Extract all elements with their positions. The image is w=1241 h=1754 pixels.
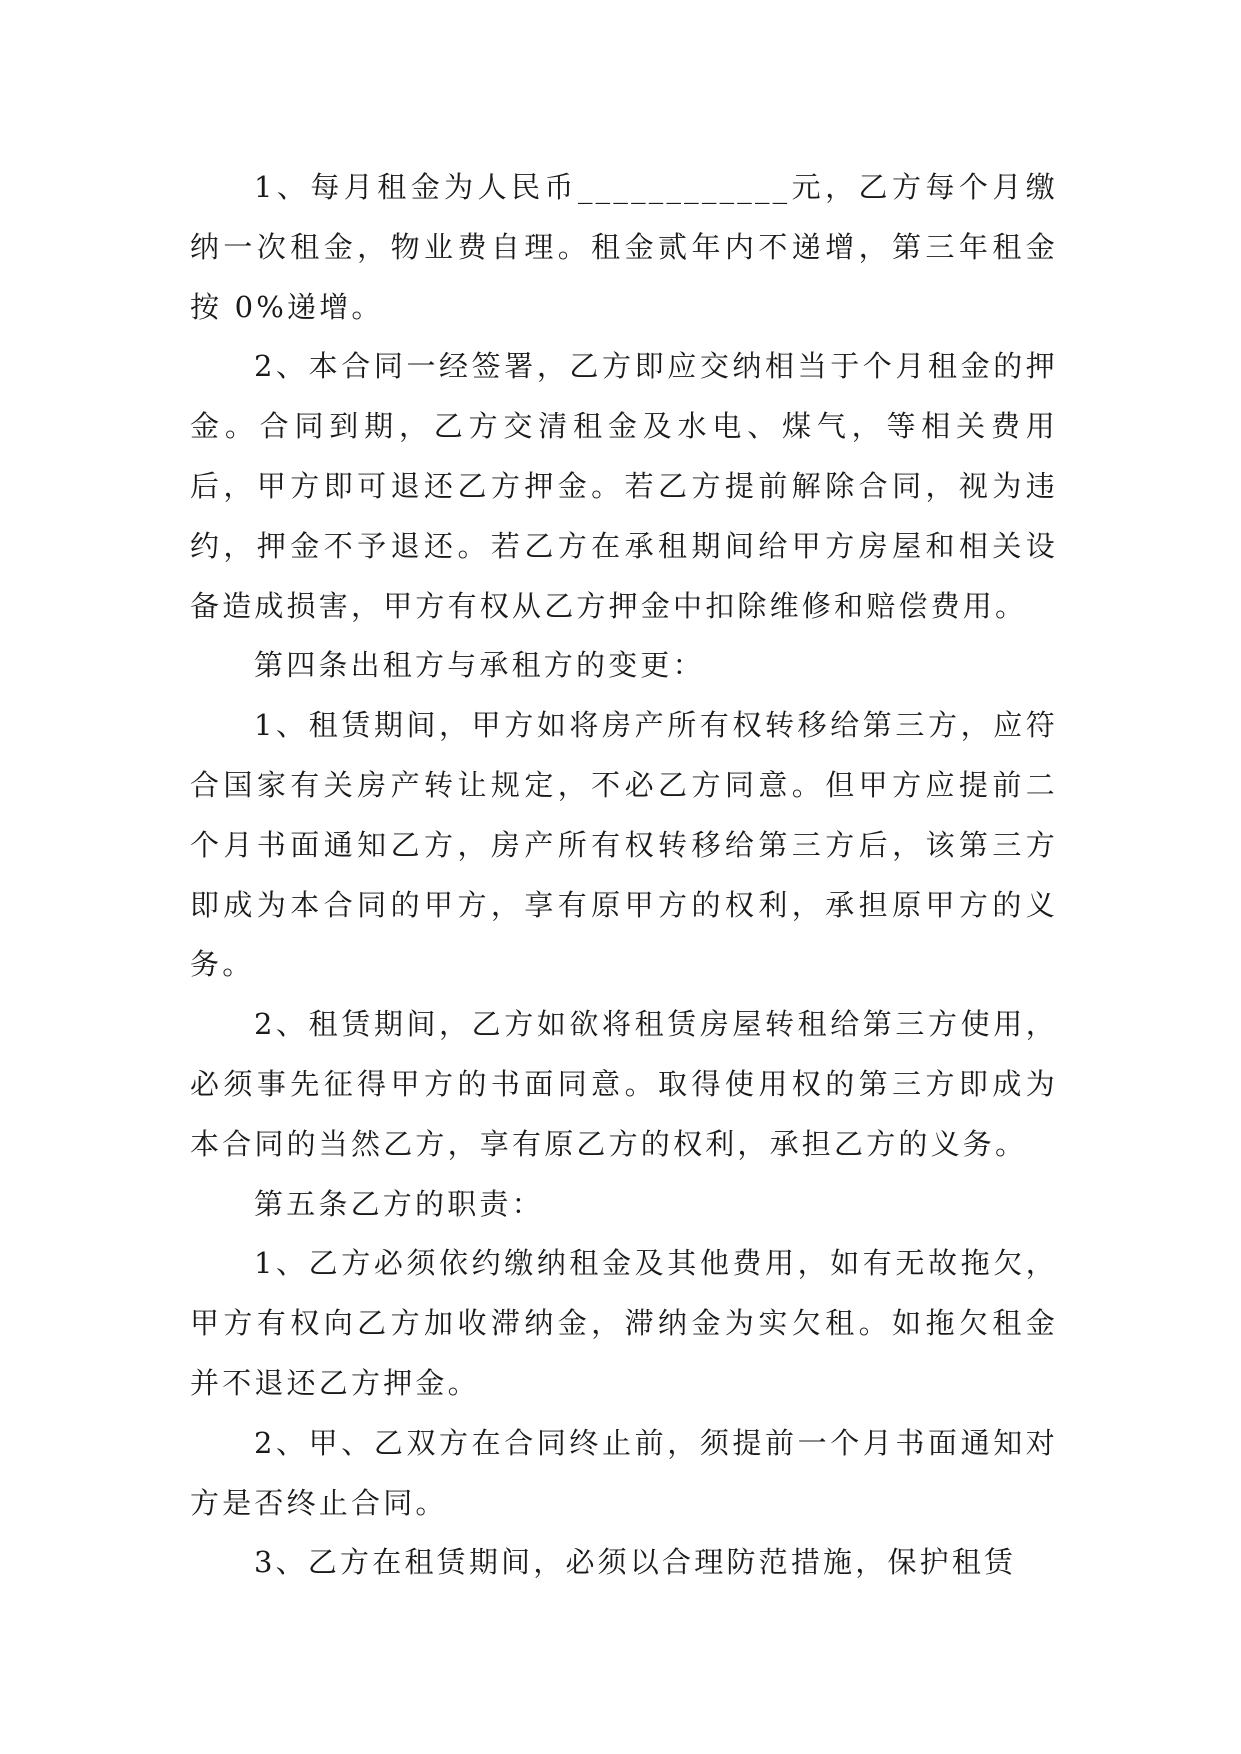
- paragraph-protection-duty: 3、乙方在租赁期间，必须以合理防范措施，保护租赁: [254, 1545, 1017, 1580]
- paragraph-ownership-transfer: 1、租赁期间，甲方如将房产所有权转移给第三方，应符合国家有关房产转让规定，不必乙方同意。但甲方应提前二个月书面通知乙方，房产所有权转移给第三方后，该第三方即成为本合同的甲方，享有原甲方的权利，承担原甲方的义务。: [190, 708, 1058, 982]
- paragraph-termination-notice: 2、甲、乙双方在合同终止前，须提前一个月书面通知对方是否终止合同。: [190, 1425, 1058, 1520]
- paragraph-sublease: 2、租赁期间，乙方如欲将租赁房屋转租给第三方使用，必须事先征得甲方的书面同意。取得使用权的第三方即成为本合同的当然乙方，享有原乙方的权利，承担乙方的义务。: [190, 1007, 1058, 1161]
- section-heading-article-4: 第四条出租方与承租方的变更：: [254, 648, 705, 683]
- paragraph-deposit: 2、本合同一经签署，乙方即应交纳相当于个月租金的押金。合同到期，乙方交清租金及水电、煤气，等相关费用后，甲方即可退还乙方押金。若乙方提前解除合同，视为违约，押金不予退还。若乙方在承租期间给甲方房屋和相关设备造成损害，甲方有权从乙方押金中扣除维修和赔偿费用。: [190, 349, 1058, 623]
- paragraph-payment-duty: 1、乙方必须依约缴纳租金及其他费用，如有无故拖欠，甲方有权向乙方加收滞纳金，滞纳金为实欠租。如拖欠租金并不退还乙方押金。: [190, 1246, 1058, 1400]
- section-heading-article-5: 第五条乙方的职责：: [254, 1186, 544, 1221]
- paragraph-rent-amount: 1、每月租金为人民币____________元，乙方每个月缴纳一次租金，物业费自理。租金贰年内不递增，第三年租金按 0%递增。: [190, 170, 1058, 324]
- document-body: [190, 158, 1058, 1593]
